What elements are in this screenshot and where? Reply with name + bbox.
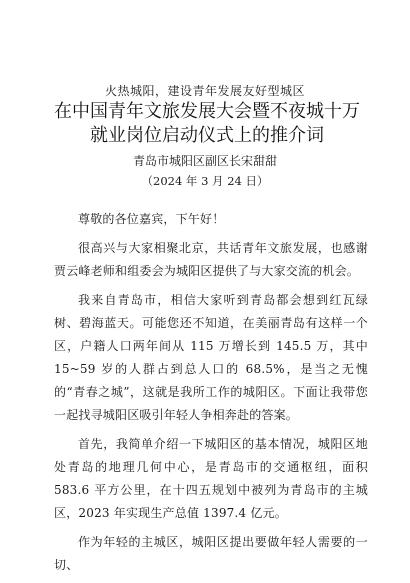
paragraph: 尊敬的各位嘉宾，下午好！ [78,212,225,226]
document-kicker: 火热城阳，建设青年发展友好型城区 [104,84,305,98]
paragraph: 很高兴与大家相聚北京，共话青年文旅发展，也感谢贾云峰老师和组委会为城阳区提供了与大家交流的机会。 [54,241,368,278]
document-date: （2024 年 3 月 24 日） [141,174,269,188]
document-byline: 青岛市城阳区副区长宋甜甜 [132,154,277,168]
document-title: 在中国青年文旅发展大会暨不夜城十万就业岗位启动仪式上的推介词 [54,101,360,146]
document-body [54,208,368,583]
paragraph: 作为年轻的主城区，城阳区提出要做年轻人需要的一切、 [54,535,368,572]
paragraph: 首先，我简单介绍一下城阳区的基本情况，城阳区地处青岛的地理几何中心，是青岛市的交通枢纽，面积 583.6 平方公里，在十四五规划中被列为青岛市的主城区，2023 年实现生产总值 1397.4 亿元。 [54,437,368,520]
paragraph: 我来自青岛市，相信大家听到青岛都会想到红瓦绿树、碧海蓝天。可能您还不知道，在美丽青岛有这样一个区，户籍人口两年间从 115 万增长到 145.5 万，其中 15~59 岁的人群占到总人口的 68.5%，是当之无愧的“青春之城”，这就是我所工作的城阳区。下面让我带您一起找寻城阳区吸引年轻人争相奔赴的答案。 [54,293,368,422]
